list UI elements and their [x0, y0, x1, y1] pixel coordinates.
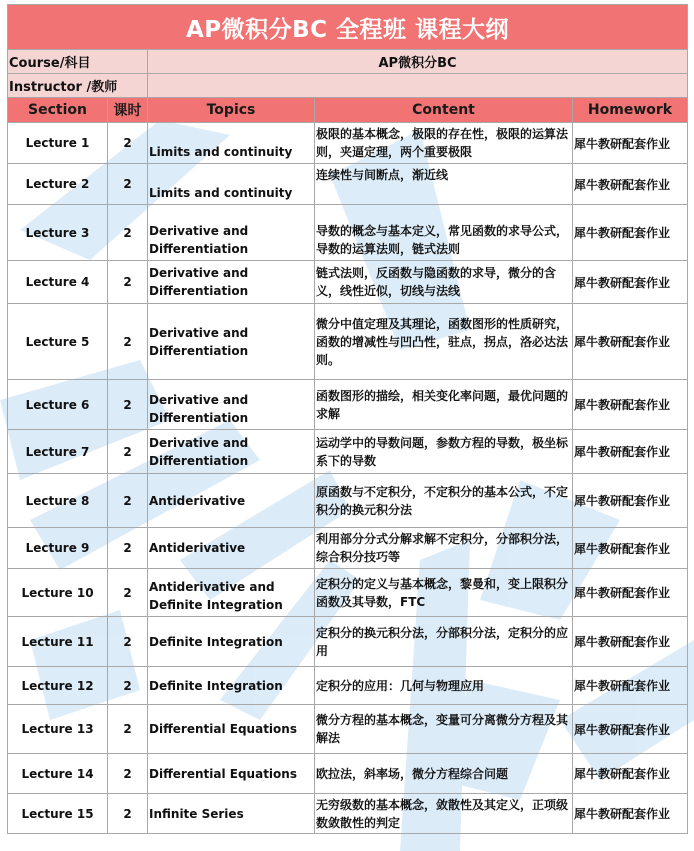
- course-label: Course/科目: [8, 50, 148, 74]
- topic-cell: Limits and continuity: [148, 123, 315, 164]
- homework-cell: 犀牛教研配套作业: [573, 380, 688, 430]
- table-row: [8, 123, 688, 164]
- table-row: [8, 205, 688, 261]
- section-cell: Lecture 14: [8, 754, 108, 794]
- hours-cell: 2: [108, 705, 148, 754]
- column-headers: [8, 98, 688, 123]
- section-cell: Lecture 5: [8, 304, 108, 380]
- content-cell: 微分方程的基本概念，变量可分离微分方程及其解法: [315, 705, 573, 754]
- hours-cell: 2: [108, 667, 148, 705]
- syllabus-sheet: [7, 4, 687, 834]
- hours-cell: 2: [108, 380, 148, 430]
- topic-cell: Limits and continuity: [148, 164, 315, 205]
- hours-cell: 2: [108, 794, 148, 834]
- course-value: AP微积分BC: [148, 50, 688, 74]
- content-cell: 利用部分分式分解求解不定积分，分部积分法，综合积分技巧等: [315, 528, 573, 569]
- homework-cell: 犀牛教研配套作业: [573, 205, 688, 261]
- section-cell: Lecture 4: [8, 261, 108, 304]
- topic-cell: Definite Integration: [148, 667, 315, 705]
- table-row: [8, 430, 688, 474]
- hours-cell: 2: [108, 304, 148, 380]
- section-cell: Lecture 9: [8, 528, 108, 569]
- topic-cell: Antiderivative: [148, 528, 315, 569]
- topic-cell: Differential Equations: [148, 705, 315, 754]
- course-row: [8, 50, 688, 74]
- content-cell: 极限的基本概念，极限的存在性，极限的运算法则，夹逼定理，两个重要极限: [315, 123, 573, 164]
- table-row: [8, 794, 688, 834]
- instructor-value: [148, 74, 688, 98]
- hours-cell: 2: [108, 430, 148, 474]
- content-cell: 函数图形的描绘，相关变化率问题，最优问题的求解: [315, 380, 573, 430]
- homework-cell: 犀牛教研配套作业: [573, 261, 688, 304]
- section-cell: Lecture 1: [8, 123, 108, 164]
- topic-cell: Differential Equations: [148, 754, 315, 794]
- section-cell: Lecture 10: [8, 569, 108, 617]
- instructor-row: [8, 74, 688, 98]
- content-cell: 原函数与不定积分，不定积分的基本公式，不定积分的换元积分法: [315, 474, 573, 528]
- table-row: [8, 380, 688, 430]
- topic-cell: Infinite Series: [148, 794, 315, 834]
- section-cell: Lecture 11: [8, 617, 108, 667]
- table-row: [8, 528, 688, 569]
- content-cell: 欧拉法，斜率场，微分方程综合问题: [315, 754, 573, 794]
- hours-cell: 2: [108, 474, 148, 528]
- instructor-label: Instructor /教师: [8, 74, 148, 98]
- section-cell: Lecture 8: [8, 474, 108, 528]
- section-cell: Lecture 3: [8, 205, 108, 261]
- hours-cell: 2: [108, 123, 148, 164]
- section-cell: Lecture 7: [8, 430, 108, 474]
- topic-cell: Definite Integration: [148, 617, 315, 667]
- table-row: [8, 261, 688, 304]
- content-cell: 链式法则，反函数与隐函数的求导，微分的含义，线性近似，切线与法线: [315, 261, 573, 304]
- homework-cell: 犀牛教研配套作业: [573, 569, 688, 617]
- homework-cell: 犀牛教研配套作业: [573, 617, 688, 667]
- homework-cell: 犀牛教研配套作业: [573, 304, 688, 380]
- homework-cell: 犀牛教研配套作业: [573, 754, 688, 794]
- column-header-topics: Topics: [148, 98, 315, 123]
- hours-cell: 2: [108, 754, 148, 794]
- topic-cell: Derivative and Differentiation: [148, 205, 315, 261]
- topic-cell: Antiderivative: [148, 474, 315, 528]
- syllabus-table: [7, 4, 688, 834]
- table-row: [8, 667, 688, 705]
- homework-cell: 犀牛教研配套作业: [573, 164, 688, 205]
- column-header-section: Section: [8, 98, 108, 123]
- homework-cell: 犀牛教研配套作业: [573, 794, 688, 834]
- topic-cell: Derivative and Differentiation: [148, 304, 315, 380]
- section-cell: Lecture 2: [8, 164, 108, 205]
- table-row: [8, 474, 688, 528]
- topic-cell: Derivative and Differentiation: [148, 380, 315, 430]
- homework-cell: 犀牛教研配套作业: [573, 705, 688, 754]
- topic-cell: Antiderivative and Definite Integration: [148, 569, 315, 617]
- homework-cell: 犀牛教研配套作业: [573, 667, 688, 705]
- content-cell: 定积分的应用：几何与物理应用: [315, 667, 573, 705]
- table-row: [8, 617, 688, 667]
- content-cell: 无穷级数的基本概念，敛散性及其定义，正项级数敛散性的判定: [315, 794, 573, 834]
- content-cell: 定积分的定义与基本概念，黎曼和，变上限积分函数及其导数，FTC: [315, 569, 573, 617]
- content-cell: 导数的概念与基本定义，常见函数的求导公式，导数的运算法则，链式法则: [315, 205, 573, 261]
- hours-cell: 2: [108, 569, 148, 617]
- homework-cell: 犀牛教研配套作业: [573, 123, 688, 164]
- content-cell: 微分中值定理及其理论，函数图形的性质研究，函数的增减性与凹凸性，驻点，拐点，洛必达法则。: [315, 304, 573, 380]
- table-row: [8, 705, 688, 754]
- homework-cell: 犀牛教研配套作业: [573, 430, 688, 474]
- topic-cell: Derivative and Differentiation: [148, 430, 315, 474]
- content-cell: 运动学中的导数问题，参数方程的导数，极坐标系下的导数: [315, 430, 573, 474]
- hours-cell: 2: [108, 261, 148, 304]
- table-row: [8, 569, 688, 617]
- content-cell: 连续性与间断点，渐近线: [315, 164, 573, 205]
- column-header-homework: Homework: [573, 98, 688, 123]
- hours-cell: 2: [108, 164, 148, 205]
- homework-cell: 犀牛教研配套作业: [573, 528, 688, 569]
- table-row: [8, 304, 688, 380]
- homework-cell: 犀牛教研配套作业: [573, 474, 688, 528]
- hours-cell: 2: [108, 617, 148, 667]
- table-row: [8, 754, 688, 794]
- section-cell: Lecture 6: [8, 380, 108, 430]
- column-header-hours: 课时: [108, 98, 148, 123]
- section-cell: Lecture 13: [8, 705, 108, 754]
- section-cell: Lecture 15: [8, 794, 108, 834]
- hours-cell: 2: [108, 205, 148, 261]
- hours-cell: 2: [108, 528, 148, 569]
- section-cell: Lecture 12: [8, 667, 108, 705]
- table-row: [8, 164, 688, 205]
- content-cell: 定积分的换元积分法，分部积分法，定积分的应用: [315, 617, 573, 667]
- topic-cell: Derivative and Differentiation: [148, 261, 315, 304]
- page-title: AP微积分BC 全程班 课程大纲: [8, 5, 688, 50]
- column-header-content: Content: [315, 98, 573, 123]
